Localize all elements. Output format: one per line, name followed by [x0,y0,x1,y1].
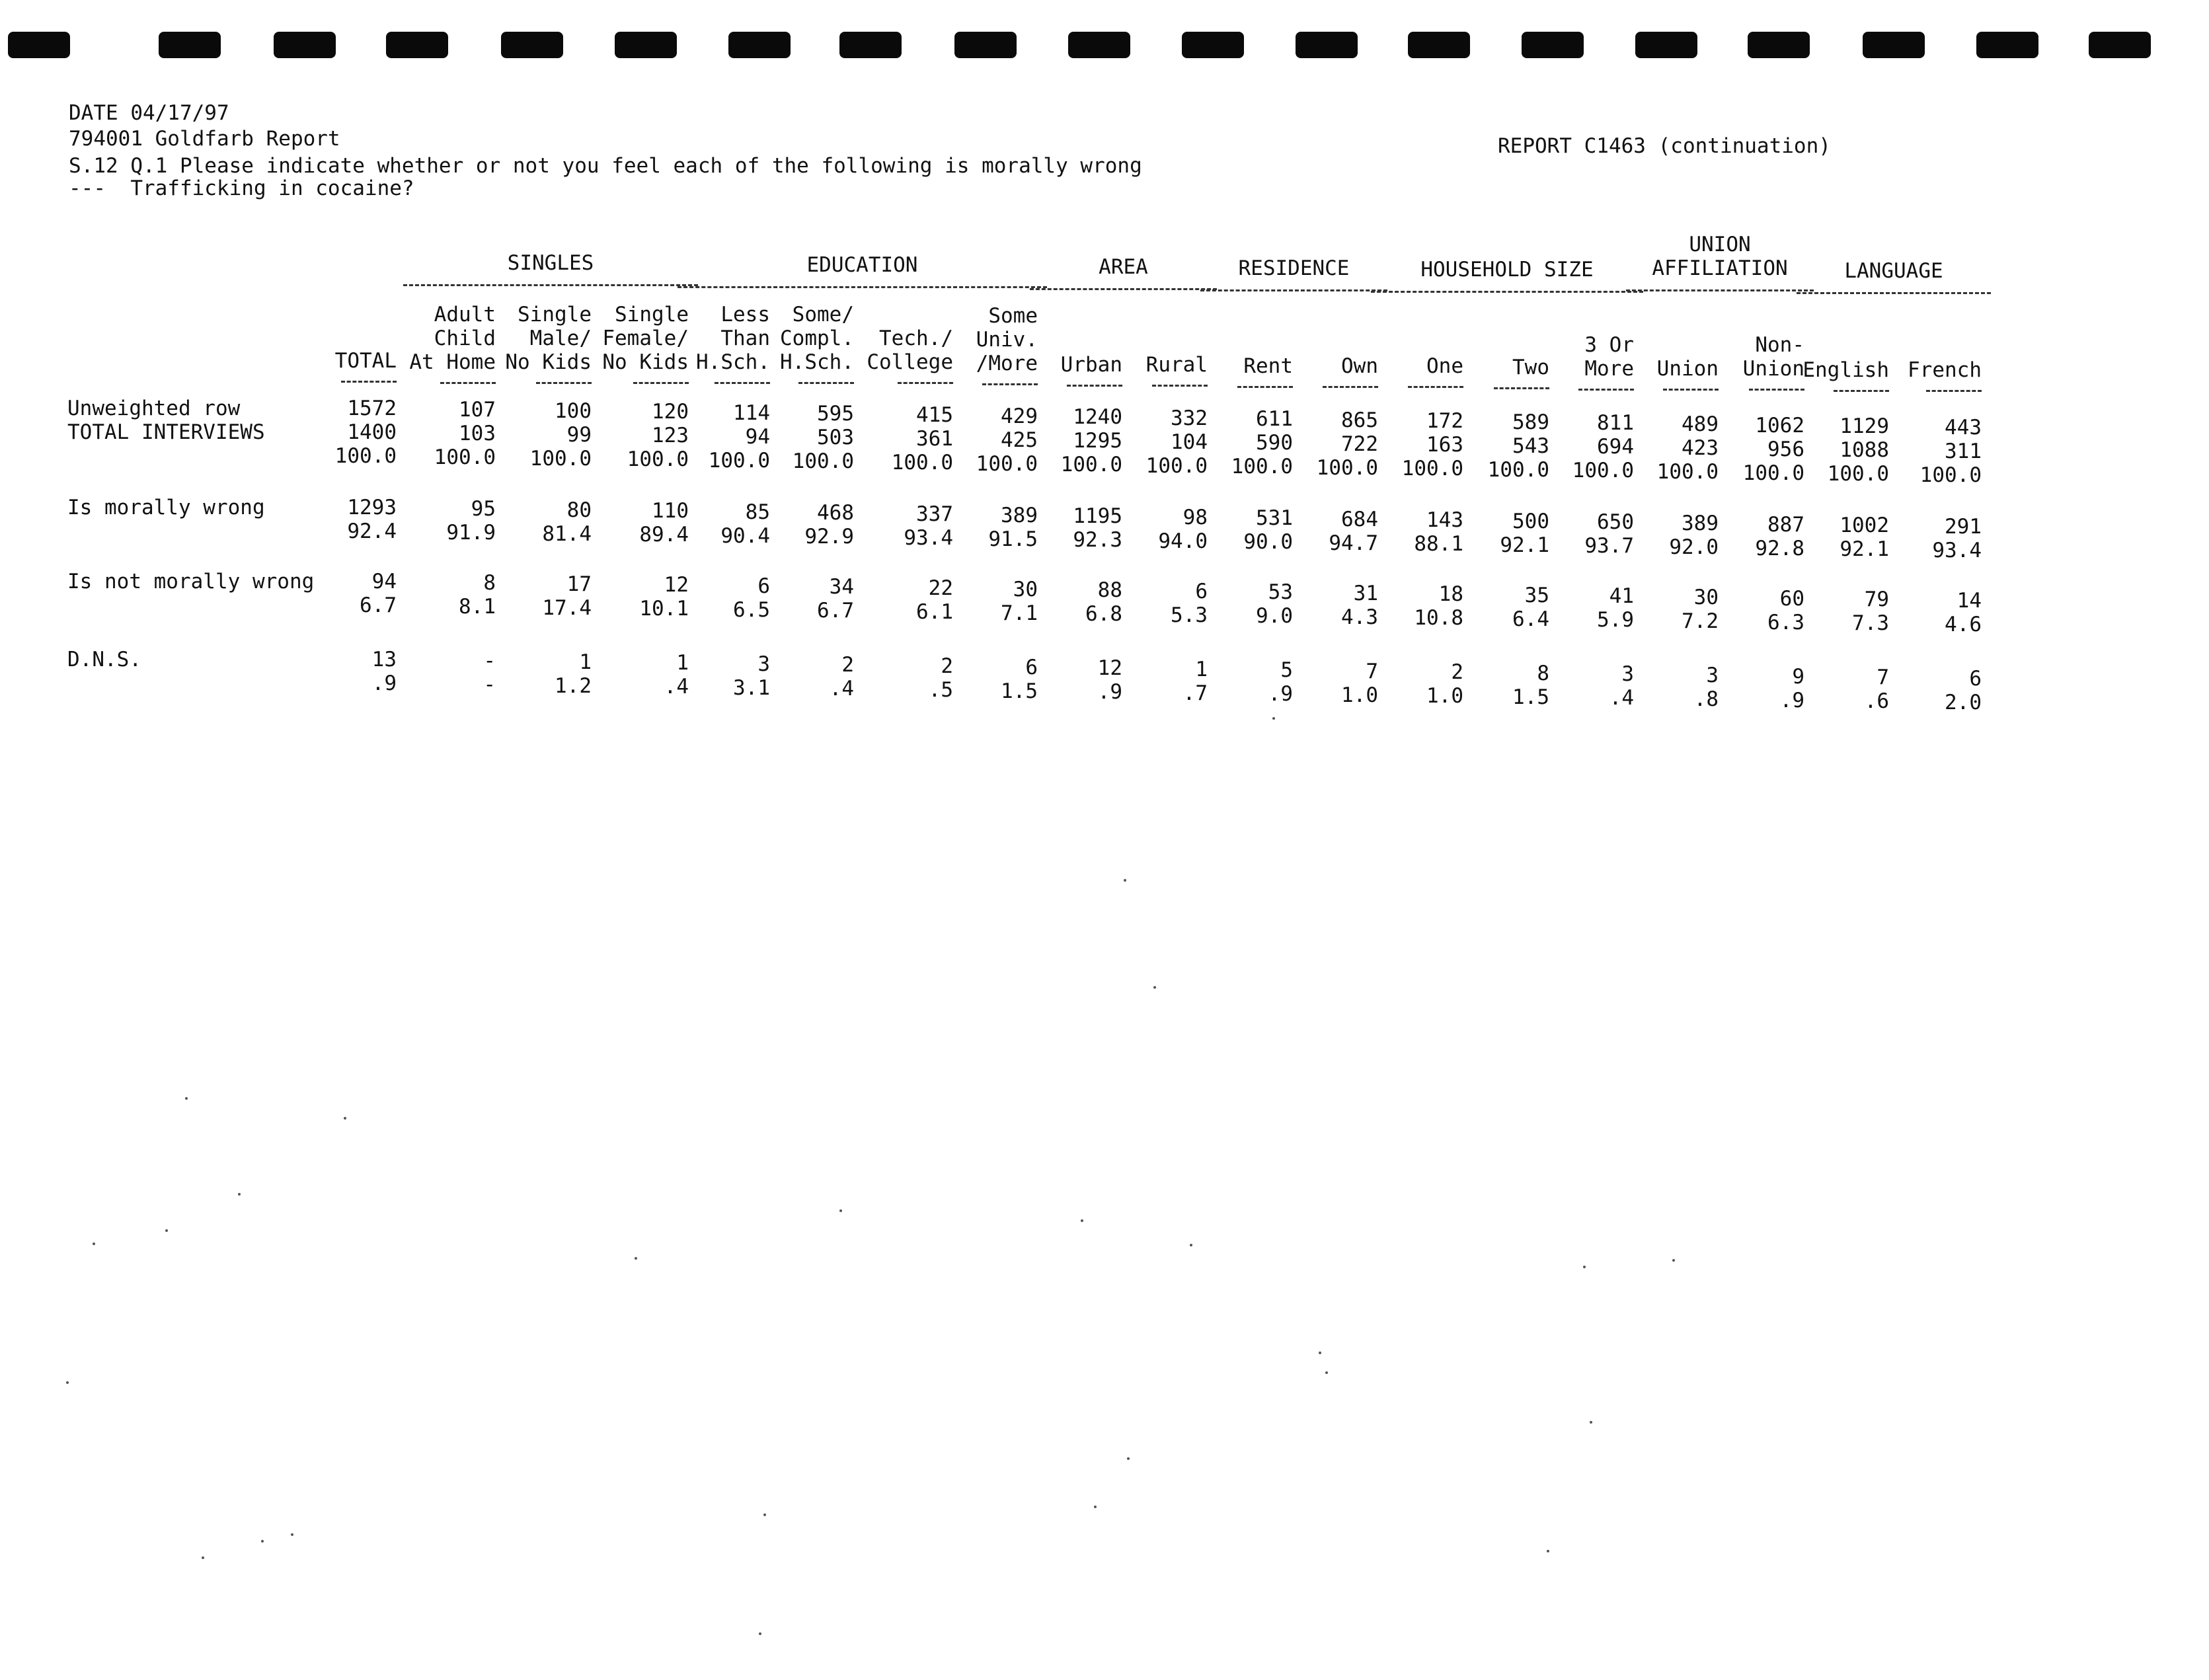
table-cell: 4.6 [1945,613,1982,636]
group-header: EDUCATION [806,253,918,277]
table-cell: 611 [1256,407,1293,431]
column-divider [1834,390,1889,392]
table-cell: .7 [1182,681,1208,705]
column-divider [1237,386,1293,388]
row-label: Is not morally wrong [67,570,315,593]
table-cell: .6 [1864,689,1889,713]
feed-hole [8,32,70,58]
table-cell: 34 [829,575,854,599]
table-cell: 1240 [1073,405,1122,429]
table-cell: 2 [941,654,953,678]
column-header: Rent [1243,354,1293,378]
table-cell: 91.9 [446,521,496,545]
scan-speck [291,1533,293,1536]
table-cell: 337 [916,502,953,526]
table-cell: 3.1 [733,676,770,700]
table-cell: 100.0 [891,451,953,475]
table-cell: 104 [1171,430,1208,454]
table-cell: 172 [1426,409,1463,433]
column-header: Union [1656,357,1719,381]
table-cell: 8.1 [459,595,496,619]
table-cell: .9 [371,671,397,695]
tractor-feed-holes [0,32,2209,63]
table-cell: 6.8 [1085,602,1122,626]
table-cell: 7.2 [1682,609,1719,633]
scan-speck [1124,879,1126,882]
table-cell: 1 [676,651,689,675]
table-cell: 93.4 [904,526,953,550]
scan-speck [344,1117,346,1120]
table-cell: 99 [566,423,592,447]
table-cell: 8 [483,571,496,595]
table-cell: 1.0 [1426,684,1463,708]
table-cell: 1195 [1073,504,1122,528]
table-cell: 6 [1025,656,1038,679]
table-cell: 1.5 [1001,679,1038,703]
group-divider [1200,289,1387,291]
feed-hole [954,32,1017,58]
table-cell: 1 [1195,658,1208,681]
table-cell: - [483,673,496,697]
scan-speck [1583,1266,1586,1268]
scan-speck [1547,1550,1549,1552]
table-cell: 13 [371,648,397,671]
table-cell: 30 [1013,578,1038,601]
column-header: Urban [1060,353,1122,377]
table-cell: 389 [1682,512,1719,535]
table-cell: 543 [1512,434,1549,458]
scan-speck [1590,1421,1592,1424]
column-header: English [1802,358,1889,382]
table-cell: 41 [1609,584,1634,608]
table-cell: 6.3 [1767,611,1804,634]
table-cell: 90.4 [720,524,770,548]
group-header: HOUSEHOLD SIZE [1420,258,1594,282]
table-cell: 503 [817,426,854,449]
table-cell: 110 [652,499,689,523]
table-cell: 311 [1945,439,1982,463]
feed-hole [1748,32,1810,58]
feed-hole [1296,32,1358,58]
table-cell: 100.0 [708,449,770,473]
table-cell: 91.5 [988,527,1038,551]
table-cell: 2 [841,653,854,677]
table-cell: 100 [555,399,592,423]
table-cell: - [483,649,496,673]
group-header: AREA [1099,255,1148,279]
table-cell: 92.0 [1669,535,1719,559]
table-cell: 94.7 [1329,531,1378,555]
feed-hole [1976,32,2038,58]
column-header: Single Male/ No Kids [505,303,592,374]
table-cell: 1400 [347,420,397,444]
table-cell: 100.0 [1656,460,1719,484]
feed-hole [728,32,791,58]
column-header: Some Univ. /More [976,304,1038,375]
table-cell: 94.0 [1158,529,1208,553]
table-cell: 3 [757,652,770,676]
table-cell: 100.0 [1827,462,1889,486]
table-cell: 60 [1779,587,1804,611]
scan-speck [261,1540,264,1543]
group-header: SINGLES [507,251,594,275]
table-cell: 423 [1682,436,1719,460]
table-cell: 1.5 [1512,685,1549,709]
table-cell: 3 [1706,664,1719,687]
table-cell: 1.2 [555,674,592,698]
scan-speck [66,1381,69,1384]
scan-speck [1094,1506,1097,1508]
table-cell: 163 [1426,433,1463,457]
table-cell: 489 [1682,412,1719,436]
table-cell: 887 [1767,513,1804,537]
column-header: Own [1341,354,1378,378]
table-cell: 100.0 [334,444,397,468]
table-cell: 103 [459,422,496,445]
table-cell: 694 [1597,435,1634,459]
table-cell: 443 [1945,416,1982,439]
column-divider [440,382,496,384]
column-divider [1323,386,1378,388]
table-cell: 30 [1693,586,1719,609]
table-cell: 14 [1957,589,1982,613]
table-cell: 100.0 [434,445,496,469]
column-divider [1494,387,1549,389]
table-cell: 722 [1341,432,1378,456]
table-cell: 100.0 [1742,461,1804,485]
table-cell: 9 [1792,665,1804,689]
feed-hole [1863,32,1925,58]
table-cell: 114 [733,401,770,425]
table-cell: 389 [1001,504,1038,527]
table-cell: 7.3 [1852,611,1889,635]
table-cell: 3 [1621,662,1634,686]
table-cell: 100.0 [792,449,854,473]
table-cell: 100.0 [976,452,1038,476]
table-cell: 100.0 [1145,454,1208,478]
feed-hole [274,32,336,58]
feed-hole [2089,32,2151,58]
table-cell: 80 [566,498,592,522]
column-divider [1408,386,1463,388]
table-cell: 79 [1864,588,1889,611]
subquestion-text: --- Trafficking in cocaine? [69,176,414,200]
column-header: Some/ Compl. H.Sch. [780,303,854,374]
table-cell: 7 [1366,660,1378,683]
column-header: Single Female/ No Kids [602,303,689,374]
column-header: 3 Or More [1584,333,1634,381]
scan-speck [1153,986,1156,989]
table-cell: 6 [757,574,770,598]
table-cell: 589 [1512,410,1549,434]
table-cell: 10.8 [1414,606,1463,630]
table-cell: 100.0 [1231,455,1293,478]
table-cell: .4 [1609,686,1634,710]
table-cell: 100.0 [1487,458,1549,482]
scan-speck [185,1097,188,1100]
scan-speck [1325,1371,1328,1374]
table-cell: 100.0 [1572,459,1634,482]
column-header: Less Than H.Sch. [696,303,770,374]
feed-hole [839,32,902,58]
scan-speck [1190,1244,1192,1246]
table-cell: 100.0 [1401,457,1463,480]
feed-hole [1635,32,1697,58]
table-cell: 7.1 [1001,601,1038,625]
scan-speck [759,1632,761,1635]
column-header: French [1908,358,1982,382]
table-cell: 291 [1945,515,1982,539]
table-cell: 9.0 [1256,604,1293,628]
table-cell: 10.1 [639,597,689,621]
scan-speck [1319,1352,1321,1354]
table-cell: 531 [1256,506,1293,530]
table-cell: 5 [1280,658,1293,682]
table-cell: 4.3 [1341,605,1378,629]
column-divider [1749,389,1804,391]
table-cell: 6.7 [360,593,397,617]
table-cell: 8 [1537,662,1549,685]
table-cell: 93.4 [1932,539,1982,562]
table-cell: 85 [745,500,770,524]
scan-speck [763,1513,766,1516]
table-cell: 17.4 [542,596,592,620]
table-cell: 684 [1341,508,1378,531]
table-cell: 100.0 [1316,456,1378,480]
report-id: REPORT C1463 (continuation) [1498,134,1831,158]
table-cell: 17 [566,572,592,596]
table-cell: 595 [817,402,854,426]
table-cell: 12 [664,573,689,597]
table-cell: 425 [1001,428,1038,452]
table-cell: 92.3 [1073,528,1122,552]
table-cell: 332 [1171,406,1208,430]
table-cell: 1002 [1840,514,1889,537]
scan-speck [1081,1219,1083,1222]
column-divider [341,381,397,383]
group-divider [1797,292,1991,294]
report-date: DATE 04/17/97 [69,101,229,125]
scan-speck [1127,1457,1130,1460]
table-cell: .5 [928,678,953,702]
group-header: LANGUAGE [1844,259,1943,283]
feed-hole [501,32,563,58]
table-cell: 6.4 [1512,607,1549,631]
table-cell: .9 [1268,682,1293,706]
table-cell: 415 [916,403,953,427]
group-divider [403,284,698,286]
table-cell: 90.0 [1243,530,1293,554]
column-divider [798,382,854,384]
table-cell: 98 [1182,506,1208,529]
table-cell: 6 [1195,580,1208,603]
feed-hole [159,32,221,58]
table-cell: 100.0 [1060,453,1122,477]
table-cell: 500 [1512,510,1549,533]
scan-speck [1672,1259,1675,1262]
feed-hole [1408,32,1470,58]
table-cell: 35 [1524,584,1549,607]
feed-hole [1068,32,1130,58]
table-cell: .8 [1693,687,1719,711]
table-cell: 1.0 [1341,683,1378,707]
table-cell: 865 [1341,408,1378,432]
column-header: Tech./ College [867,326,953,374]
table-cell: 1062 [1755,414,1804,438]
table-cell: 94 [745,425,770,449]
column-header: Non- Union [1742,333,1804,381]
column-header: TOTAL [334,349,397,373]
column-header: Adult Child At Home [409,303,496,374]
table-cell: .4 [664,675,689,699]
table-cell: 12 [1097,656,1122,680]
table-cell: 1293 [347,496,397,519]
scan-speck [202,1556,204,1559]
group-divider [1030,288,1217,290]
group-divider [1371,291,1643,293]
column-divider [1067,385,1122,387]
column-divider [1926,390,1982,392]
table-cell: 6 [1969,667,1982,691]
table-cell: 2 [1451,660,1463,684]
table-cell: 92.1 [1500,533,1549,557]
feed-hole [1182,32,1244,58]
report-name: 794001 Goldfarb Report [69,127,340,151]
scan-speck [165,1229,168,1232]
table-cell: .4 [829,677,854,701]
table-cell: 590 [1256,431,1293,455]
column-divider [898,382,953,384]
table-cell: 2.0 [1945,691,1982,714]
column-divider [715,382,770,384]
feed-hole [386,32,448,58]
group-header: UNION AFFILIATION [1652,233,1788,280]
table-cell: 88 [1097,578,1122,602]
table-cell: 650 [1597,510,1634,534]
scan-speck [93,1242,95,1245]
column-header: One [1426,354,1463,378]
table-cell: 120 [652,400,689,424]
group-divider [1626,289,1814,291]
table-cell: 18 [1438,582,1463,606]
table-cell: 92.4 [347,519,397,543]
row-label: D.N.S. [67,648,141,671]
column-divider [982,383,1038,385]
table-cell: 6.7 [817,599,854,623]
table-cell: 1295 [1073,429,1122,453]
table-cell: .9 [1779,689,1804,712]
table-cell: 31 [1353,582,1378,605]
feed-hole [1522,32,1584,58]
question-text: S.12 Q.1 Please indicate whether or not you feel each of the following is morally wrong [69,154,1142,178]
table-cell: 88.1 [1414,532,1463,556]
table-cell: 107 [459,398,496,422]
table-cell: 94 [371,570,397,593]
table-cell: 95 [471,497,496,521]
table-cell: 100.0 [1919,463,1982,487]
table-cell: 123 [652,424,689,447]
table-cell: 100.0 [529,447,592,471]
table-cell: 92.8 [1755,537,1804,560]
group-divider [678,286,1047,288]
table-cell: 429 [1001,404,1038,428]
scan-speck [635,1257,637,1260]
row-label: Unweighted row TOTAL INTERVIEWS [67,397,265,444]
table-cell: 143 [1426,508,1463,532]
table-cell: 100.0 [627,447,689,471]
table-cell: 1129 [1840,414,1889,438]
table-cell: 1088 [1840,438,1889,462]
table-cell: 5.9 [1597,608,1634,632]
table-cell: 361 [916,427,953,451]
table-cell: 93.7 [1584,534,1634,558]
table-cell: 92.1 [1840,537,1889,561]
table-cell: 53 [1268,580,1293,604]
table-cell: 22 [928,576,953,600]
table-cell: 81.4 [542,522,592,546]
row-label: Is morally wrong [67,496,265,519]
table-cell: 7 [1877,666,1889,689]
column-divider [1578,389,1634,391]
group-header: RESIDENCE [1238,256,1350,280]
table-cell: 468 [817,501,854,525]
column-header: Rural [1145,353,1208,377]
table-cell: 6.1 [916,600,953,624]
scan-speck [1272,717,1275,720]
column-divider [1663,389,1719,391]
table-cell: 6.5 [733,598,770,622]
column-divider [536,382,592,384]
scan-speck [238,1193,241,1196]
table-cell: 89.4 [639,523,689,547]
column-divider [1152,385,1208,387]
column-header: Two [1512,356,1549,379]
table-cell: .9 [1097,680,1122,704]
feed-hole [615,32,677,58]
column-divider [633,382,689,384]
table-cell: 1572 [347,397,397,420]
table-cell: 811 [1597,411,1634,435]
table-cell: 1 [579,650,592,674]
scan-speck [839,1209,842,1212]
table-cell: 5.3 [1171,603,1208,627]
table-cell: 92.9 [804,525,854,549]
table-cell: 956 [1767,438,1804,461]
